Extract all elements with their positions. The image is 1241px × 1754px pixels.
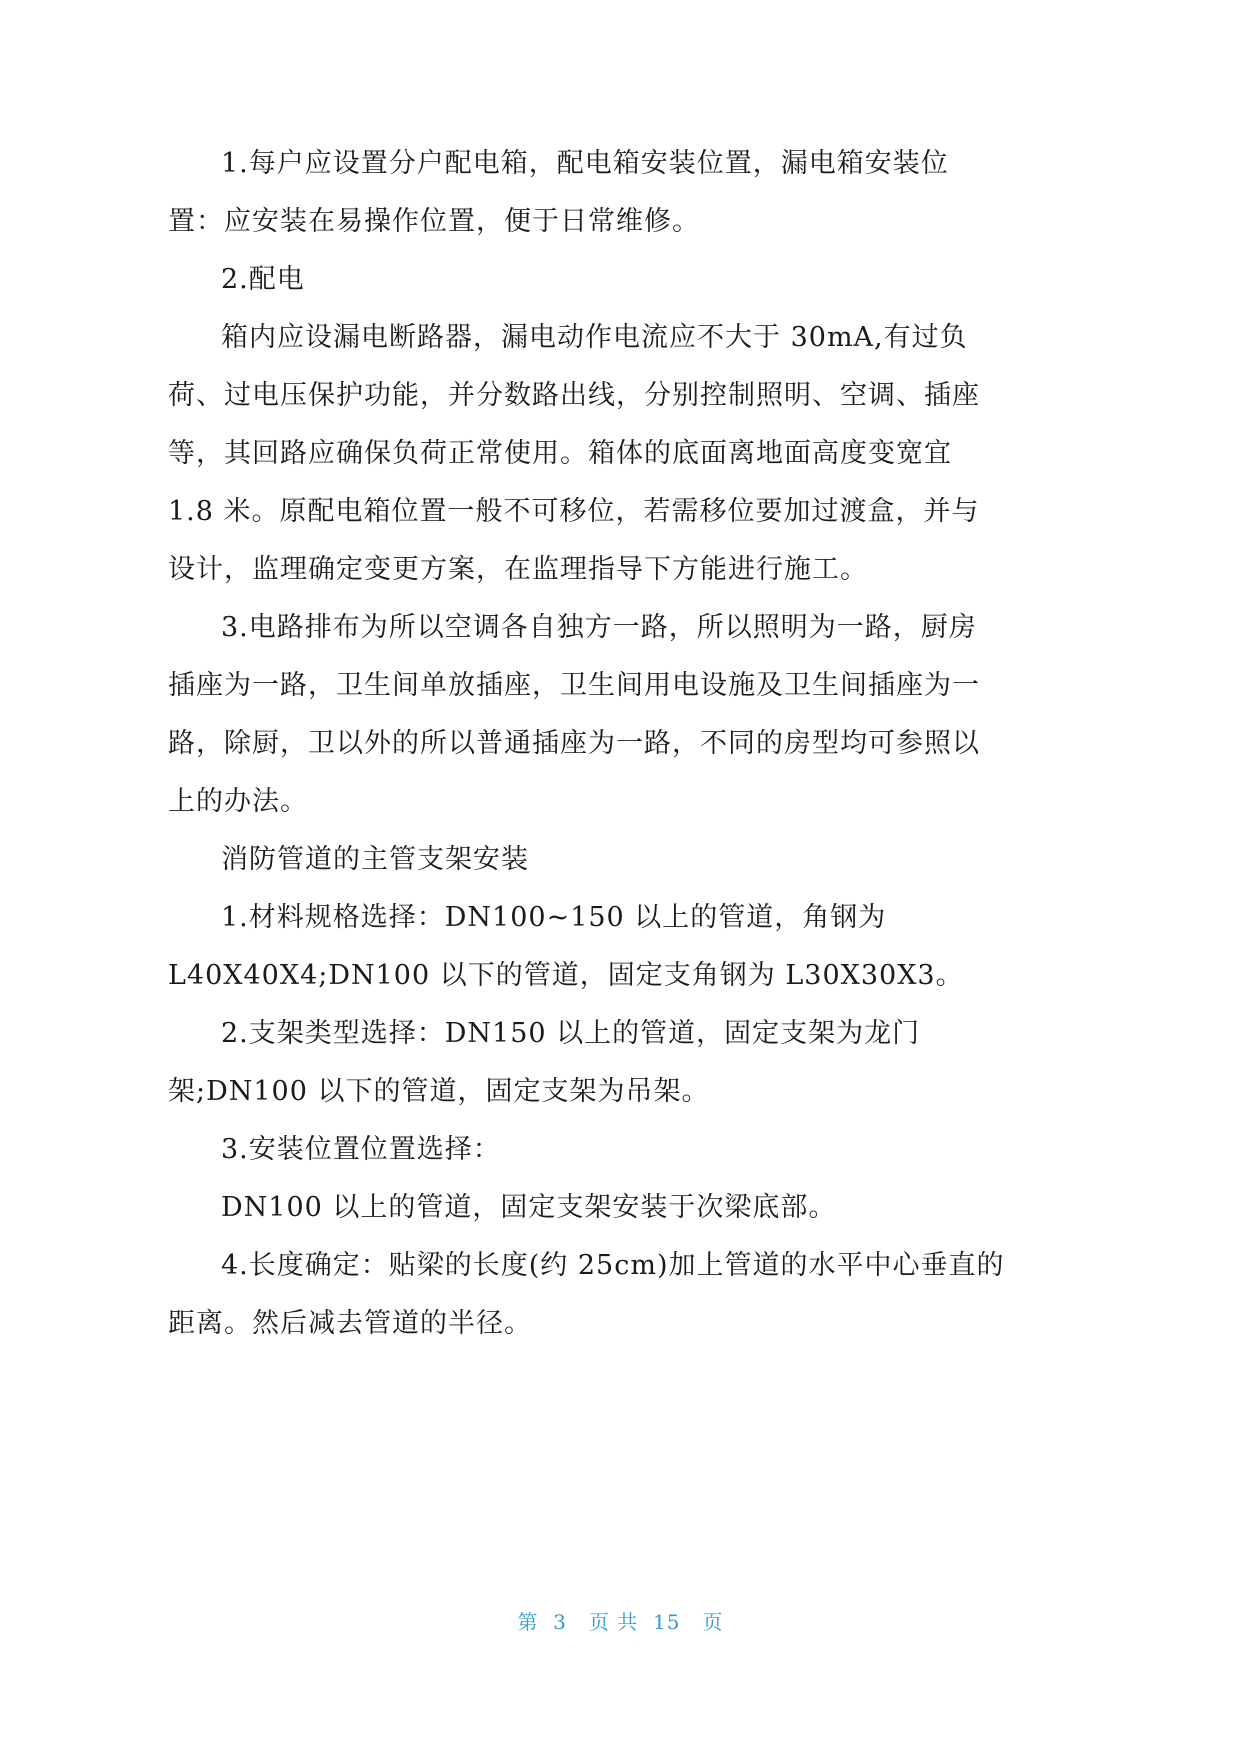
text-line: 置：应安装在易操作位置，便于日常维修。 xyxy=(168,206,700,237)
text-line: 荷、过电压保护功能，并分数路出线，分别控制照明、空调、插座 xyxy=(168,380,980,411)
page-number-footer: 第 3 页 共 15 页 xyxy=(517,1610,724,1634)
text-line: 上的办法。 xyxy=(168,786,308,817)
text-line: 路，除厨，卫以外的所以普通插座为一路，不同的房型均可参照以 xyxy=(168,728,980,759)
text-line: DN100 以上的管道，固定支架安装于次梁底部。 xyxy=(221,1192,837,1223)
text-line: 箱内应设漏电断路器，漏电动作电流应不大于 30mA,有过负 xyxy=(221,322,968,353)
text-line: 1.材料规格选择：DN100~150 以上的管道，角钢为 xyxy=(221,902,887,933)
text-line: 2.支架类型选择：DN150 以上的管道，固定支架为龙门 xyxy=(221,1018,921,1049)
text-line: 插座为一路，卫生间单放插座，卫生间用电设施及卫生间插座为一 xyxy=(168,670,980,701)
text-line: 3.电路排布为所以空调各自独方一路，所以照明为一路，厨房 xyxy=(221,612,977,643)
section-heading: 消防管道的主管支架安装 xyxy=(221,844,529,875)
text-line: 距离。然后减去管道的半径。 xyxy=(168,1308,532,1339)
text-line: 1.每户应设置分户配电箱，配电箱安装位置，漏电箱安装位 xyxy=(221,148,949,179)
text-line: 3.安装位置位置选择： xyxy=(221,1134,501,1165)
text-line: 2.配电 xyxy=(221,264,305,295)
text-line: 架;DN100 以下的管道，固定支架为吊架。 xyxy=(168,1076,710,1107)
text-line: L40X40X4;DN100 以下的管道，固定支角钢为 L30X30X3。 xyxy=(168,960,964,991)
text-line: 等，其回路应确保负荷正常使用。箱体的底面离地面高度变宽宜 xyxy=(168,438,952,469)
text-line: 1.8 米。原配电箱位置一般不可移位，若需移位要加过渡盒，并与 xyxy=(168,496,980,527)
text-line: 4.长度确定：贴梁的长度(约 25cm)加上管道的水平中心垂直的 xyxy=(221,1250,1005,1281)
text-line: 设计，监理确定变更方案，在监理指导下方能进行施工。 xyxy=(168,554,868,585)
